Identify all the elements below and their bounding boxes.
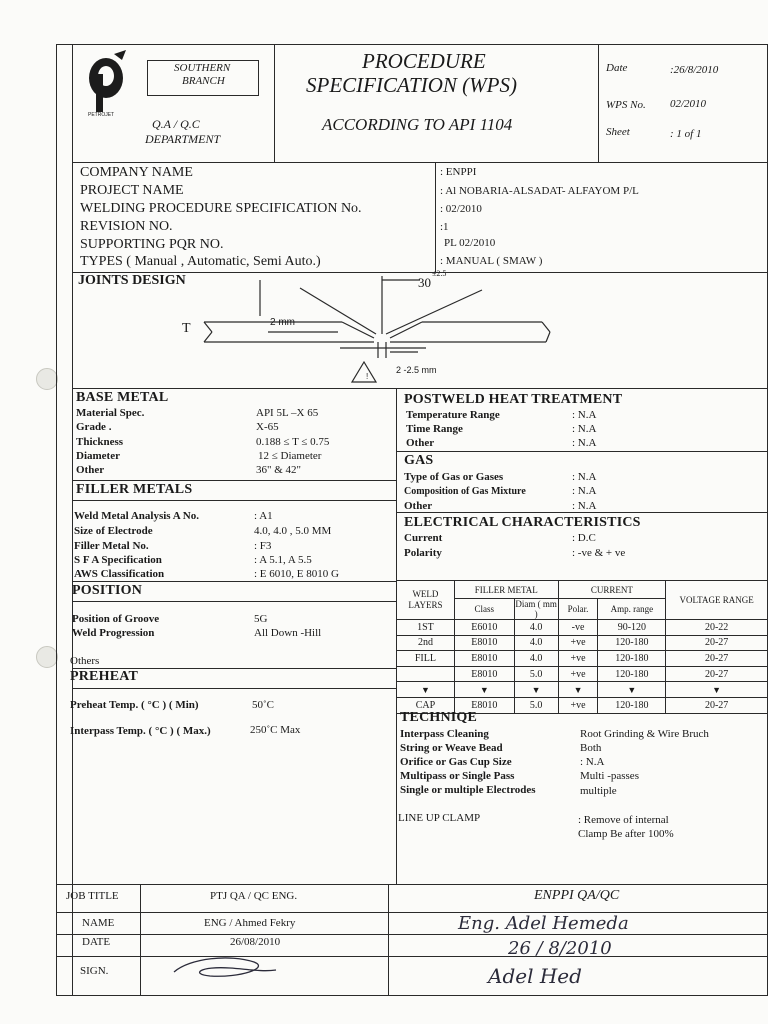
gas-title: GAS <box>404 453 434 468</box>
joints-design-title: JOINTS DESIGN <box>78 273 186 288</box>
revision-label: REVISION NO. <box>80 219 173 234</box>
gas-type-value: : N.A <box>572 471 597 483</box>
sfa-spec-value: : A 5.1, A 5.5 <box>254 554 312 566</box>
pqr-value: PL 02/2010 <box>444 237 496 249</box>
interpass-cleaning-label: Interpass Cleaning <box>400 728 489 740</box>
dept-line2: DEPARTMENT <box>145 132 221 146</box>
base-grade-value: X-65 <box>256 421 279 433</box>
polar-header: Polar. <box>558 599 598 620</box>
job-title-value: PTJ QA / QC ENG. <box>210 890 298 902</box>
filler-metal-no-label: Filler Metal No. <box>74 540 149 552</box>
branch-line1: SOUTHERN <box>174 62 231 74</box>
amp-cell: 120-180 <box>598 697 666 713</box>
branch-line2: BRANCH <box>182 75 225 87</box>
weld-layers-header <box>397 581 455 620</box>
pqr-label: SUPPORTING PQR NO. <box>80 237 224 252</box>
amp-range-header: Amp. range <box>598 599 666 620</box>
layer-cell: CAP <box>397 697 455 713</box>
volt-cell: 20-22 <box>666 620 768 636</box>
dept-line1: Q.A / Q.C <box>152 117 200 131</box>
date-row-value: 26/08/2010 <box>230 936 281 948</box>
signature-scribble-icon <box>170 950 280 984</box>
volt-cell: 20-27 <box>666 651 768 667</box>
table-row <box>397 651 768 667</box>
pwht-time-label: Time Range <box>406 423 463 435</box>
gas-type-label: Type of Gas or Gases <box>404 471 504 483</box>
filler-metal-no-value: : F3 <box>254 540 272 552</box>
revision-value: :1 <box>440 221 449 233</box>
bead-type-label: String or Weave Bead <box>400 742 503 754</box>
filler-analysis-label: Weld Metal Analysis A No. <box>74 510 199 522</box>
thickness-marker: T <box>182 321 191 336</box>
polar-cell: +ve <box>558 651 598 667</box>
polarity-value: : -ve & + ve <box>572 547 626 559</box>
down-arrow-icon: ▼ <box>514 682 558 698</box>
electrodes-value: multiple <box>580 785 617 797</box>
filler-metal-header: FILLER METAL <box>454 581 558 599</box>
job-title-label: JOB TITLE <box>66 890 119 902</box>
orifice-label: Orifice or Gas Cup Size <box>400 756 512 768</box>
polar-cell: -ve <box>558 620 598 636</box>
volt-cell: 20-27 <box>666 666 768 682</box>
pwht-temp-value: : N.A <box>572 409 597 421</box>
pwht-other-value: : N.A <box>572 437 597 449</box>
table-row <box>397 666 768 682</box>
gas-mixture-value: : N.A <box>572 485 597 497</box>
wps-no-label: WPS No. <box>606 99 646 111</box>
down-arrow-icon: ▼ <box>454 682 514 698</box>
aws-class-label: AWS Classification <box>74 568 165 580</box>
date-value: :26/8/2010 <box>670 64 719 76</box>
class-cell: E8010 <box>454 666 514 682</box>
down-arrow-icon: ▼ <box>666 682 768 698</box>
types-value: : MANUAL ( SMAW ) <box>440 255 543 267</box>
name-label: NAME <box>82 917 115 929</box>
weld-progression-label: Weld Progression <box>72 627 155 639</box>
pwht-title: POSTWELD HEAT TREATMENT <box>404 392 623 407</box>
interpass-max-value: 250˚C Max <box>250 724 301 736</box>
handwritten-signature: Adel Hed <box>488 964 582 988</box>
weld-layers-header-text: WELD LAYERS <box>408 589 443 610</box>
amp-cell: 120-180 <box>598 666 666 682</box>
down-arrow-icon: ▼ <box>598 682 666 698</box>
bevel-angle-label: 30 <box>418 275 431 290</box>
base-diameter-value: 12 ≤ Diameter <box>258 450 322 462</box>
pass-type-label: Multipass or Single Pass <box>400 770 515 782</box>
client-title: ENPPI QA/QC <box>534 888 620 903</box>
table-row <box>397 620 768 636</box>
class-header: Class <box>454 599 514 620</box>
position-others-label: Others <box>70 655 100 667</box>
class-cell: E8010 <box>454 635 514 651</box>
polar-cell: +ve <box>558 635 598 651</box>
orifice-value: : N.A <box>580 756 605 768</box>
current-header: CURRENT <box>558 581 666 599</box>
base-metal-title: BASE METAL <box>76 390 169 405</box>
root-gap-label: 2 mm <box>270 317 295 328</box>
voltage-range-header <box>666 581 768 620</box>
diam-header: Diam ( mm ) <box>515 599 557 619</box>
polarity-label: Polarity <box>404 547 442 559</box>
polar-cell: +ve <box>558 666 598 682</box>
technique-title: TECHNIQE <box>400 710 478 725</box>
pass-type-value: Multi -passes <box>580 770 639 782</box>
svg-text:!: ! <box>366 372 369 381</box>
gas-other-label: Other <box>404 500 433 512</box>
types-label: TYPES ( Manual , Automatic, Semi Auto.) <box>80 254 321 269</box>
aws-class-value: : E 6010, E 8010 G <box>254 568 339 580</box>
title-specification: SPECIFICATION (WPS) <box>306 73 517 97</box>
root-face-label: 2 -2.5 mm <box>396 365 437 375</box>
current-label: Current <box>404 532 443 544</box>
table-row <box>397 635 768 651</box>
electrical-title: ELECTRICAL CHARACTERISTICS <box>404 515 641 530</box>
pwht-temp-label: Temperature Range <box>406 409 500 421</box>
layer-cell: 2nd <box>397 635 455 651</box>
weld-table-header-row <box>397 581 768 599</box>
arrow-row <box>397 682 768 698</box>
pwht-time-value: : N.A <box>572 423 597 435</box>
diam-cell: 5.0 <box>514 666 558 682</box>
groove-position-value: 5G <box>254 613 268 625</box>
sign-label: SIGN. <box>80 965 109 977</box>
current-value: : D.C <box>572 532 596 544</box>
volt-cell: 20-27 <box>666 697 768 713</box>
amp-cell: 90-120 <box>598 620 666 636</box>
gas-mixture-label: Composition of Gas Mixture <box>404 486 526 497</box>
base-material-spec-label: Material Spec. <box>76 407 145 419</box>
gas-other-value: : N.A <box>572 500 597 512</box>
base-diameter-label: Diameter <box>76 450 120 462</box>
bevel-angle-tolerance: ±2.5 <box>432 269 447 278</box>
pwht-other-label: Other <box>406 437 435 449</box>
lineup-clamp-label: LINE UP CLAMP <box>398 812 481 824</box>
company-name-label: COMPANY NAME <box>80 165 193 180</box>
interpass-cleaning-value: Root Grinding & Wire Bruch <box>580 728 709 740</box>
diam-cell: 4.0 <box>514 620 558 636</box>
lineup-clamp-value2: Clamp Be after 100% <box>578 828 674 840</box>
logo-word: PETROJET <box>88 112 115 118</box>
filler-metals-title: FILLER METALS <box>76 482 193 497</box>
base-other-value: 36" & 42" <box>256 464 302 476</box>
project-name-label: PROJECT NAME <box>80 183 184 198</box>
binder-hole-top <box>36 368 58 390</box>
down-arrow-icon: ▼ <box>397 682 455 698</box>
joint-bevel-diagram <box>180 269 580 388</box>
date-row-label: DATE <box>82 936 111 948</box>
down-arrow-icon: ▼ <box>558 682 598 698</box>
class-cell: E6010 <box>454 620 514 636</box>
weld-parameters-table <box>396 580 768 714</box>
weld-progression-value: All Down -Hill <box>254 627 322 639</box>
sfa-spec-label: S F A Specification <box>74 554 162 566</box>
petrojet-logo-icon <box>84 48 130 116</box>
interpass-max-label: Interpass Temp. ( °C ) ( Max.) <box>70 725 211 737</box>
amp-cell: 120-180 <box>598 651 666 667</box>
preheat-title: PREHEAT <box>70 669 139 684</box>
groove-position-label: Position of Groove <box>72 613 160 625</box>
bead-type-value: Both <box>580 742 602 754</box>
base-thickness-value: 0.188 ≤ T ≤ 0.75 <box>256 436 330 448</box>
voltage-range-header-text: VOLTAGE RANGE <box>679 594 754 605</box>
date-label: Date <box>606 62 628 74</box>
project-name-value: : Al NOBARIA-ALSADAT- ALFAYOM P/L <box>440 185 639 197</box>
name-value: ENG / Ahmed Fekry <box>204 917 296 929</box>
binder-hole-bottom <box>36 646 58 668</box>
title-according: ACCORDING TO API 1104 <box>322 115 513 134</box>
preheat-min-label: Preheat Temp. ( °C ) ( Min) <box>70 699 199 711</box>
base-grade-label: Grade . <box>76 421 112 433</box>
layer-cell <box>397 666 455 682</box>
company-name-value: : ENPPI <box>440 166 477 178</box>
preheat-min-value: 50˚C <box>252 699 274 711</box>
wps-no-value: 02/2010 <box>670 98 707 110</box>
amp-cell: 120-180 <box>598 635 666 651</box>
class-cell: E8010 <box>454 651 514 667</box>
base-material-spec-value: API 5L –X 65 <box>256 407 319 419</box>
diam-cell: 4.0 <box>514 635 558 651</box>
handwritten-name: Eng. Adel Hemeda <box>458 913 629 934</box>
class-cell: E8010 <box>454 697 514 713</box>
base-other-label: Other <box>76 464 105 476</box>
wps-number-value: : 02/2010 <box>440 203 482 215</box>
sheet-value: : 1 of 1 <box>670 128 702 140</box>
handwritten-date: 26 / 8/2010 <box>508 938 612 959</box>
base-thickness-label: Thickness <box>76 436 124 448</box>
wps-number-label: WELDING PROCEDURE SPECIFICATION No. <box>80 201 362 216</box>
polar-cell: +ve <box>558 697 598 713</box>
layer-cell: FILL <box>397 651 455 667</box>
sheet-label: Sheet <box>606 126 630 138</box>
lineup-clamp-value1: : Remove of internal <box>578 814 669 826</box>
electrode-size-value: 4.0, 4.0 , 5.0 MM <box>254 525 332 537</box>
diam-cell: 5.0 <box>514 697 558 713</box>
diam-cell: 4.0 <box>514 651 558 667</box>
layer-cell: 1ST <box>397 620 455 636</box>
electrode-size-label: Size of Electrode <box>74 525 153 537</box>
volt-cell: 20-27 <box>666 635 768 651</box>
filler-analysis-value: : A1 <box>254 510 273 522</box>
electrodes-label: Single or multiple Electrodes <box>400 784 536 796</box>
title-procedure: PROCEDURE <box>362 49 486 73</box>
position-title: POSITION <box>72 583 143 598</box>
